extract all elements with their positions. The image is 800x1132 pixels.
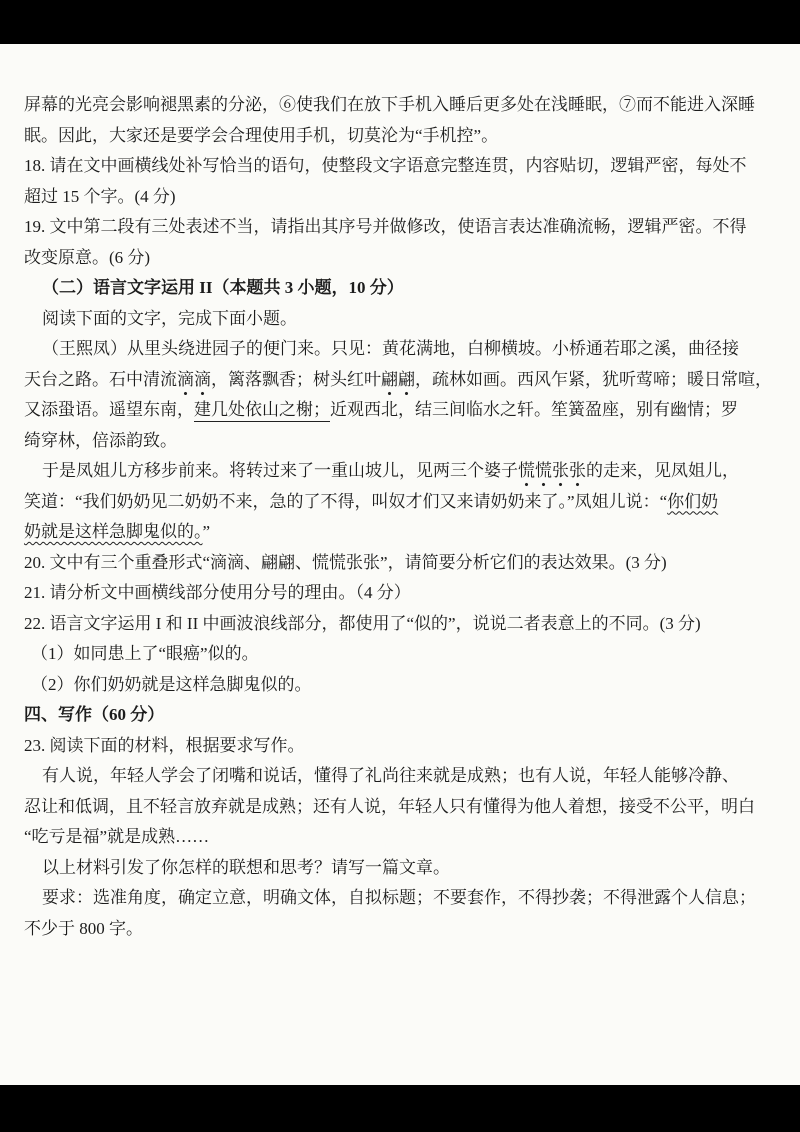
emphasis-dotted-word: 翩翩	[381, 370, 415, 396]
reading-paragraph2-line-2	[24, 487, 776, 518]
emphasis-dotted-word: 滴滴	[177, 370, 211, 396]
question-22-item-2: （2）你们奶奶就是这样急脚鬼似的。	[31, 674, 312, 694]
reading-paragraph2-line-1	[24, 456, 776, 487]
intro-paragraph-line-2: 眠。因此，大家还是要学会合理使用手机，切莫沦为“手机控”。	[24, 125, 499, 145]
question-20: 20. 文中有三个重叠形式“滴滴、翩翩、慌慌张张”，请简要分析它们的表达效果。(3 分)	[24, 552, 667, 572]
text-run: ，篱落飘香；树头红叶	[211, 369, 381, 389]
reading-paragraph1-line-1: （王熙凤）从里头绕进园子的便门来。只见：黄花满地，白柳横坡。小桥通若耶之溪，曲径接	[42, 339, 739, 358]
essay-requirements-line-1: 要求：选准角度，确定立意，明确文体，自拟标题；不要套作，不得抄袭；不得泄露个人信息；	[42, 888, 756, 907]
reading-prompt: 阅读下面的文字，完成下面小题。	[42, 308, 297, 328]
question-22-item-1: （1）如同患上了“眼癌”似的。	[31, 644, 259, 663]
text-run: 的走来，见凤姐儿，	[586, 461, 739, 480]
scanned-exam-page	[0, 44, 800, 1085]
section-4-heading: 四、写作（60 分）	[24, 705, 165, 724]
wavy-underlined-phrase: 你们奶	[667, 491, 719, 511]
essay-material-line-2: 忍让和低调，且不轻言放弃就是成熟；还有人说，年轻人只有懂得为他人着想，接受不公平，明白	[24, 796, 755, 816]
essay-requirements-line-2: 不少于 800 字。	[24, 918, 143, 938]
section-2-heading: （二）语言文字运用 II（本题共 3 小题，10 分）	[42, 278, 404, 297]
wavy-underlined-phrase: 奶就是这样急脚鬼似的。	[24, 522, 203, 541]
intro-paragraph-line-1: 屏幕的光亮会影响褪黑素的分泌，⑥使我们在放下手机入睡后更多处在浅睡眠，⑦而不能进入深睡	[24, 95, 755, 114]
text-run: 天台之路。石中清流	[24, 369, 177, 389]
text-run: 近观西北，结三间临水之轩。笙簧盈座，别有幽情；罗	[330, 400, 738, 419]
text-run: ，疏林如画。西风乍紧，犹听莺啼；暖日常喧，	[415, 369, 772, 389]
essay-material-line-4: 以上材料引发了你怎样的联想和思考？请写一篇文章。	[42, 857, 450, 877]
exam-text-column	[0, 44, 800, 944]
question-22: 22. 语言文字运用 I 和 II 中画波浪线部分，都使用了“似的”，说说二者表意上的不同。(3 分)	[24, 613, 701, 633]
question-21: 21. 请分析文中画横线部分使用分号的理由。（4 分）	[24, 583, 411, 602]
reading-paragraph1-line-4: 绮穿林，倍添韵致。	[24, 430, 177, 450]
text-run: 笑道：“我们奶奶见二奶奶不来，急的了不得，叫奴才们又来请奶奶来了。”凤姐儿说：“	[24, 491, 668, 511]
essay-material-line-3: “吃亏是福”就是成熟……	[24, 827, 210, 846]
question-18-line-2: 超过 15 个字。(4 分)	[24, 186, 176, 206]
question-19-line-2: 改变原意。(6 分)	[24, 247, 151, 267]
underlined-phrase: 建几处依山之榭；	[194, 400, 330, 422]
text-run: ”	[202, 522, 211, 541]
text-run: 又添蛩语。遥望东南，	[24, 400, 194, 419]
question-19-line-1: 19. 文中第二段有三处表述不当，请指出其序号并做修改，使语言表达准确流畅，逻辑严密。不得	[24, 217, 747, 236]
text-run: 于是凤姐儿方移步前来。将转过来了一重山坡儿，见两三个婆子	[42, 461, 518, 480]
reading-paragraph1-line-3	[24, 395, 776, 426]
reading-paragraph1-line-2	[24, 365, 776, 396]
emphasis-dotted-word: 慌慌张张	[518, 461, 586, 487]
reading-paragraph2-line-3	[24, 517, 776, 548]
question-18-line-1: 18. 请在文中画横线处补写恰当的语句，使整段文字语意完整连贯，内容贴切，逻辑严密，每处不	[24, 156, 747, 175]
question-23-line-1: 23. 阅读下面的材料，根据要求写作。	[24, 735, 305, 755]
essay-material-line-1: 有人说，年轻人学会了闭嘴和说话，懂得了礼尚往来就是成熟；也有人说，年轻人能够冷静、	[42, 766, 739, 785]
